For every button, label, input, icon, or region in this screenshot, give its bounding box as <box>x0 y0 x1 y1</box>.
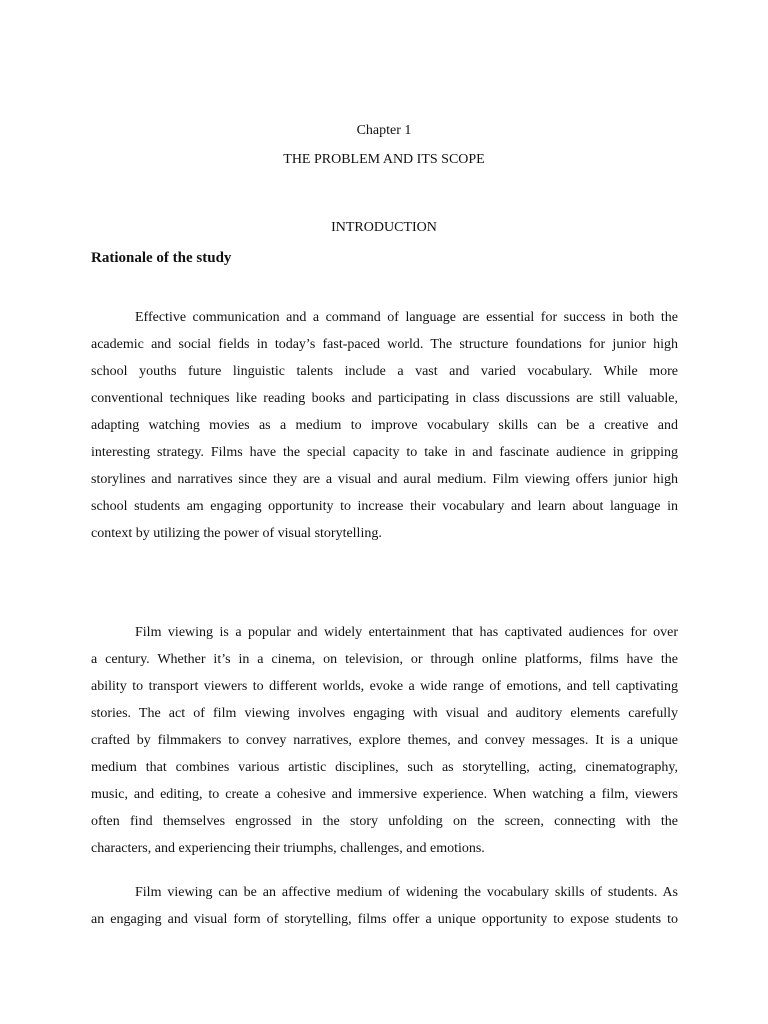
paragraph-line: Film viewing can be an affective medium of widening the vocabulary skills of students. As <box>135 885 678 900</box>
chapter-label: Chapter 1 <box>356 123 412 138</box>
paragraph-line: academic and social fields in today’s fast-paced world. The structure foundations for junior high <box>91 337 678 352</box>
section-heading: INTRODUCTION <box>331 220 437 235</box>
paragraph-line: stories. The act of film viewing involves engaging with visual and auditory elements carefully <box>91 706 678 721</box>
paragraph-line: school students am engaging opportunity to increase their vocabulary and learn about language in <box>91 499 678 514</box>
paragraph-3 <box>91 879 678 933</box>
paragraph-line: Effective communication and a command of language are essential for success in both the <box>135 310 678 325</box>
paragraph-line: conventional techniques like reading books and participating in class discussions are still valuable, <box>91 391 678 406</box>
paragraph-1 <box>91 304 678 547</box>
paragraph-2 <box>91 619 678 862</box>
paragraph-line: storylines and narratives since they are a visual and aural medium. Film viewing offers junior high <box>91 472 678 487</box>
paragraph-line: Film viewing is a popular and widely entertainment that has captivated audiences for over <box>135 625 678 640</box>
paragraph-line: medium that combines various artistic disciplines, such as storytelling, acting, cinematography, <box>91 760 678 775</box>
paragraph-line: crafted by filmmakers to convey narratives, explore themes, and convey messages. It is a unique <box>91 733 678 748</box>
paragraph-line: music, and editing, to create a cohesive and immersive experience. When watching a film, viewers <box>91 787 678 802</box>
chapter-title: THE PROBLEM AND ITS SCOPE <box>283 152 485 167</box>
paragraph-line: context by utilizing the power of visual storytelling. <box>91 526 382 541</box>
paragraph-line: characters, and experiencing their triumphs, challenges, and emotions. <box>91 841 485 856</box>
paragraph-line: a century. Whether it’s in a cinema, on television, or through online platforms, films have the <box>91 652 678 667</box>
subheading: Rationale of the study <box>91 250 232 266</box>
paragraph-line: often find themselves engrossed in the story unfolding on the screen, connecting with the <box>91 814 678 829</box>
paragraph-line: an engaging and visual form of storytelling, films offer a unique opportunity to expose students to <box>91 912 678 927</box>
paragraph-line: interesting strategy. Films have the special capacity to take in and fascinate audience in gripping <box>91 445 678 460</box>
paragraph-line: adapting watching movies as a medium to improve vocabulary skills can be a creative and <box>91 418 678 433</box>
paragraph-line: school youths future linguistic talents include a vast and varied vocabulary. While more <box>91 364 678 379</box>
paragraph-line: ability to transport viewers to different worlds, evoke a wide range of emotions, and tell captivating <box>91 679 678 694</box>
